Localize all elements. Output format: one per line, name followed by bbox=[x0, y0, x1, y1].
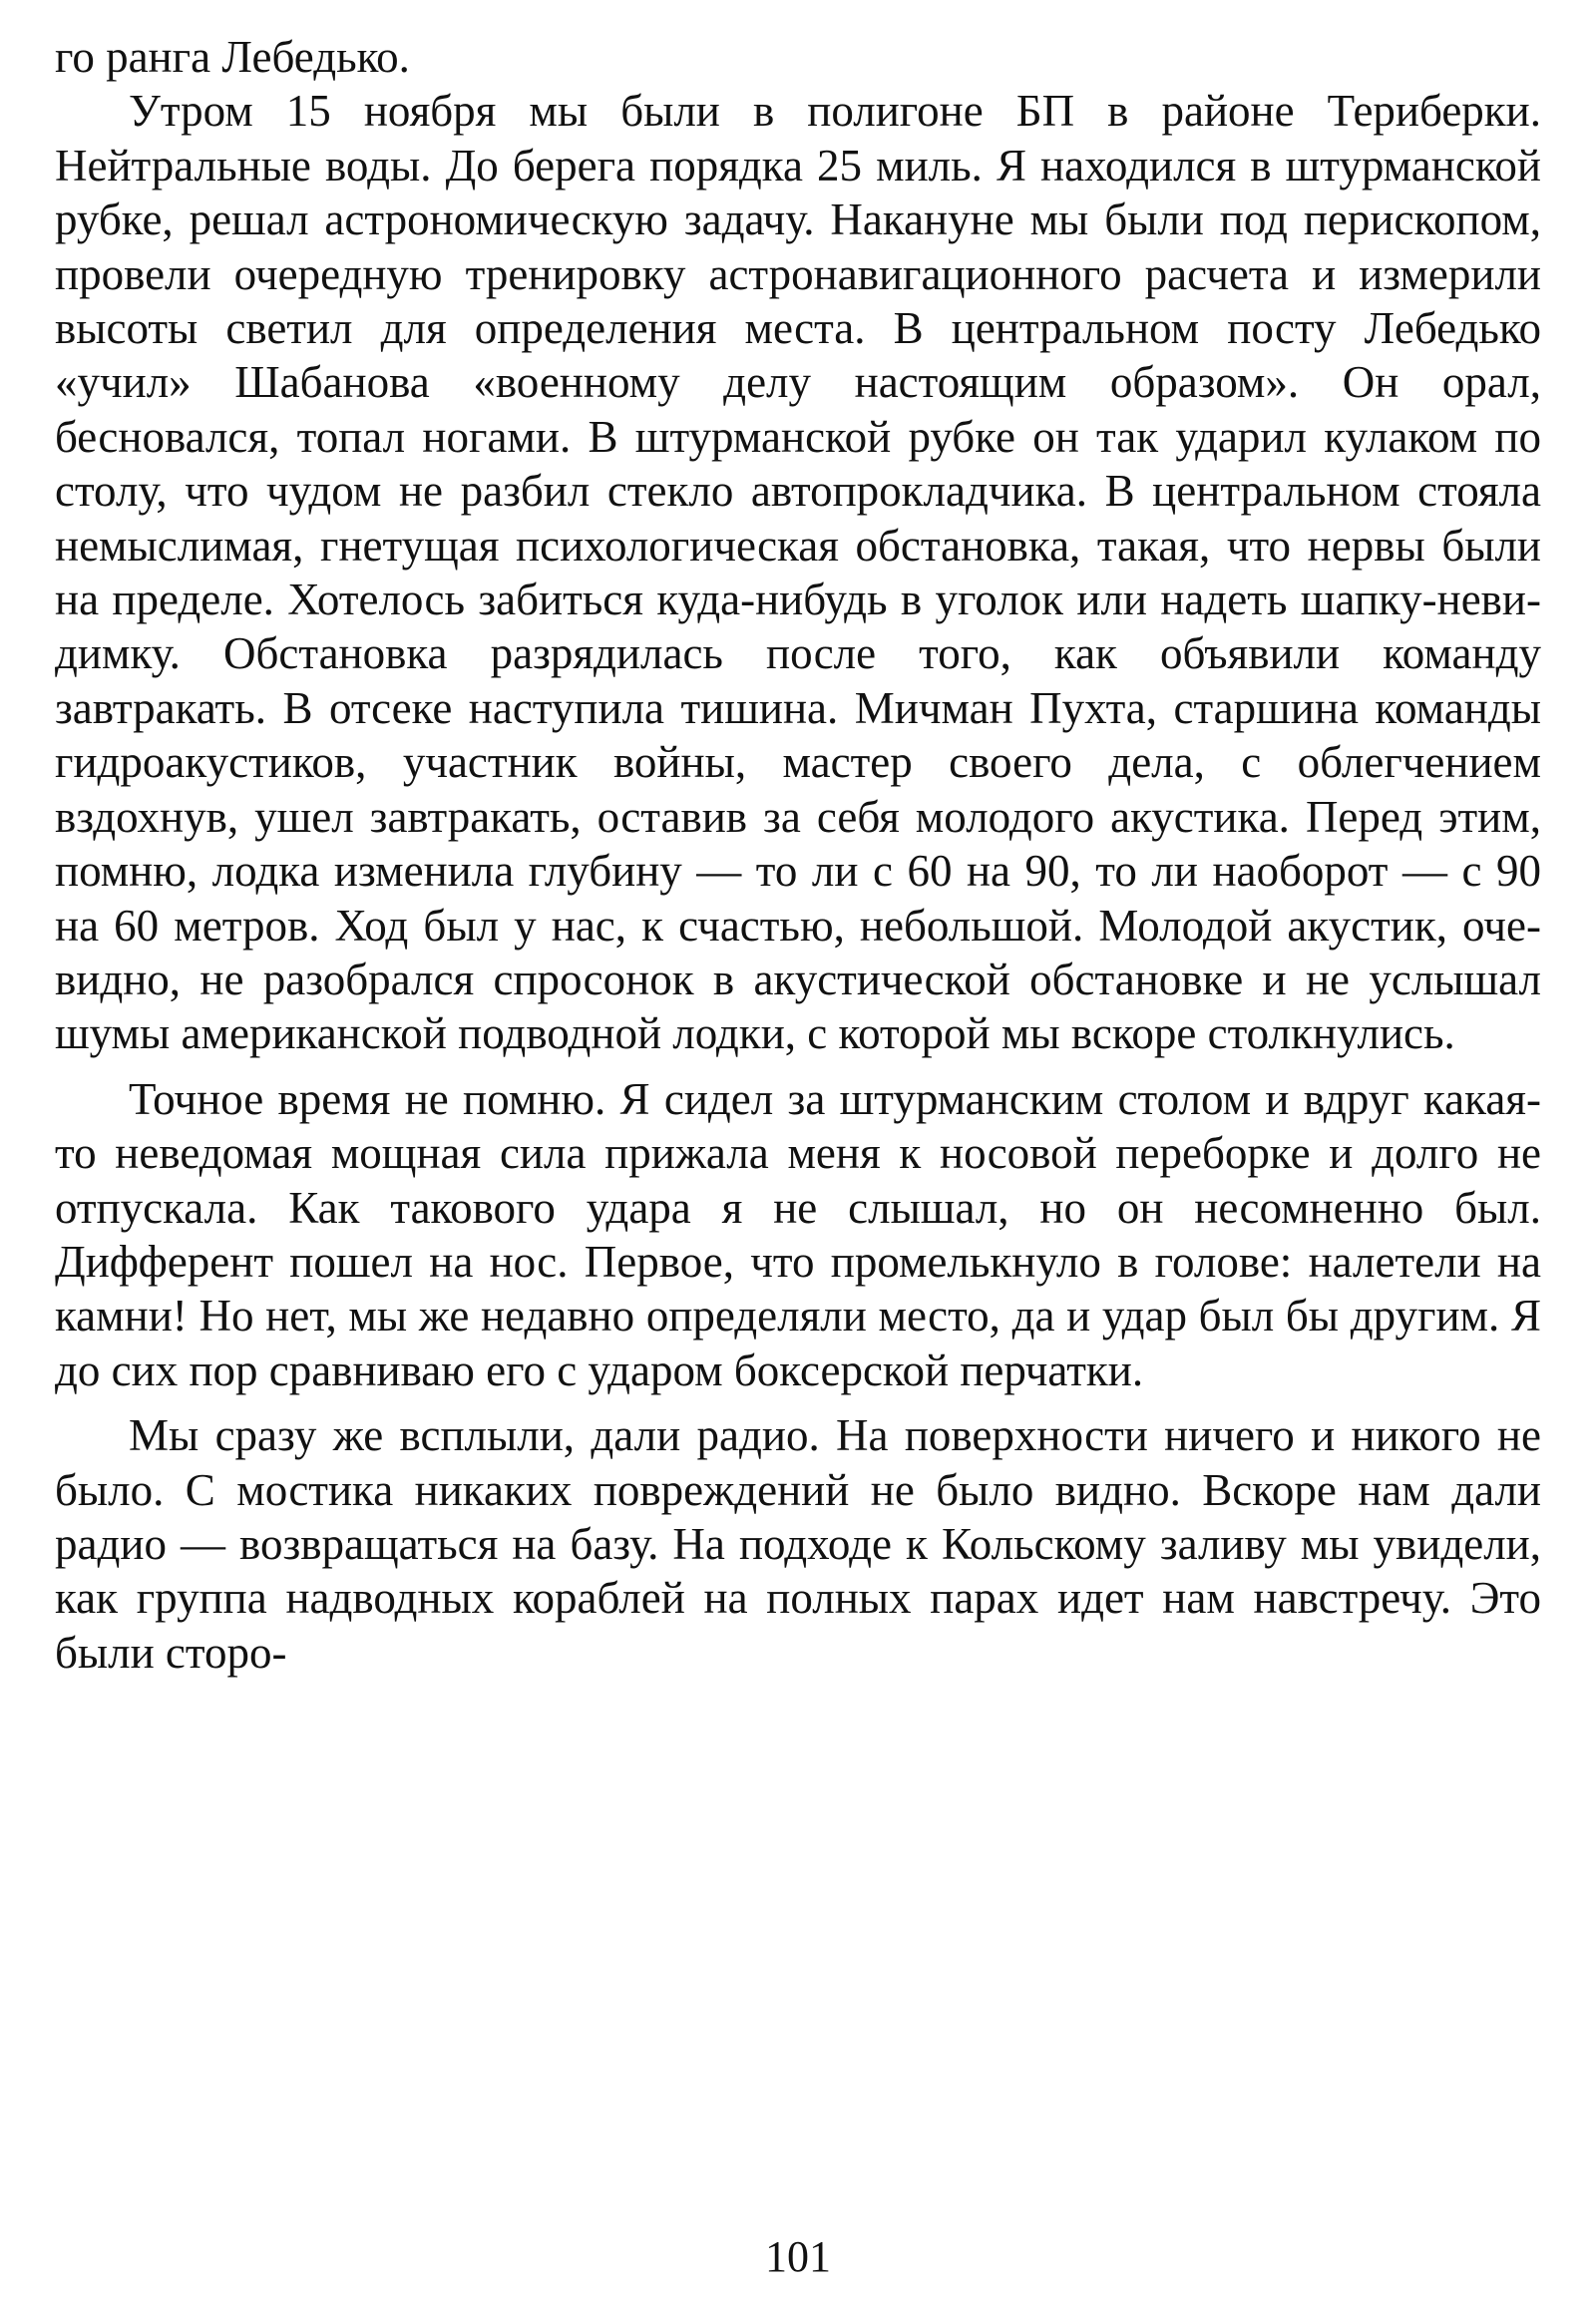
page-text bbox=[55, 30, 1541, 1680]
paragraph-continuation: го ранга Лебедько. bbox=[55, 32, 410, 82]
paragraph-impact: Точное время не помню. Я сидел за штурманским столом и вдруг какая-то неведомая мощная сила прижала меня к носовой переборке и долго не отпускала. Как такового удара я не слышал, но он несомненно был. Дифферент пошел на нос. Первое, что промелькнуло в голове: налетели на камни! Но нет, мы же недавно определяли место, да и удар был бы другим. Я до сих пор сравниваю его с ударом боксерской перчатки. bbox=[55, 1073, 1541, 1395]
paragraph-collision-morning: Утром 15 ноября мы были в полигоне БП в районе Териберки. Нейтральные воды. До берега порядка 25 миль. Я находился в штурманской рубке, решал астрономическую задачу. Накануне мы были под перископом, провели очередную тренировку астронавигационного расчета и измерили высоты светил для определения места. В центральном посту Лебедько «учил» Шабанова «военному делу настоящим образом». Он орал, бесновался, топал ногами. В штурманской рубке он так ударил кулаком по столу, что чудом не разбил стекло автопрокладчика. В центральном стояла немыслимая, гнетущая психологическая обстановка, такая, что нервы были на пределе. Хотелось забиться куда-нибудь в уголок или надеть шапку-невидимку. Обстановка разрядилась после того, как объявили команду завтракать. В отсеке наступила тишина. Мичман Пухта, старшина команды гидроакустиков, участник войны, мастер своего дела, с облегчением вздохнув, ушел завтракать, оставив за себя молодого акустика. Перед этим, помню, лодка изменила глубину — то ли с 60 на 90, то ли наоборот — с 90 на 60 метров. Ход был у нас, к счастью, небольшой. Молодой акустик, очевидно, не разобрался спросонок в акустической обстановке и не услышал шумы американской подводной лодки, с которой мы вскоре столкнулись. bbox=[55, 86, 1541, 1059]
paragraph-surfacing: Мы сразу же всплыли, дали радио. На поверхности ничего и никого не было. С мостика никаких повреждений не было видно. Вскоре нам дали радио — возвращаться на базу. На подходе к Кольскому заливу мы увидели, как группа надводных кораблей на полных парах идет нам навстречу. Это были сторо- bbox=[55, 1410, 1541, 1678]
page-number: 101 bbox=[765, 2232, 831, 2281]
